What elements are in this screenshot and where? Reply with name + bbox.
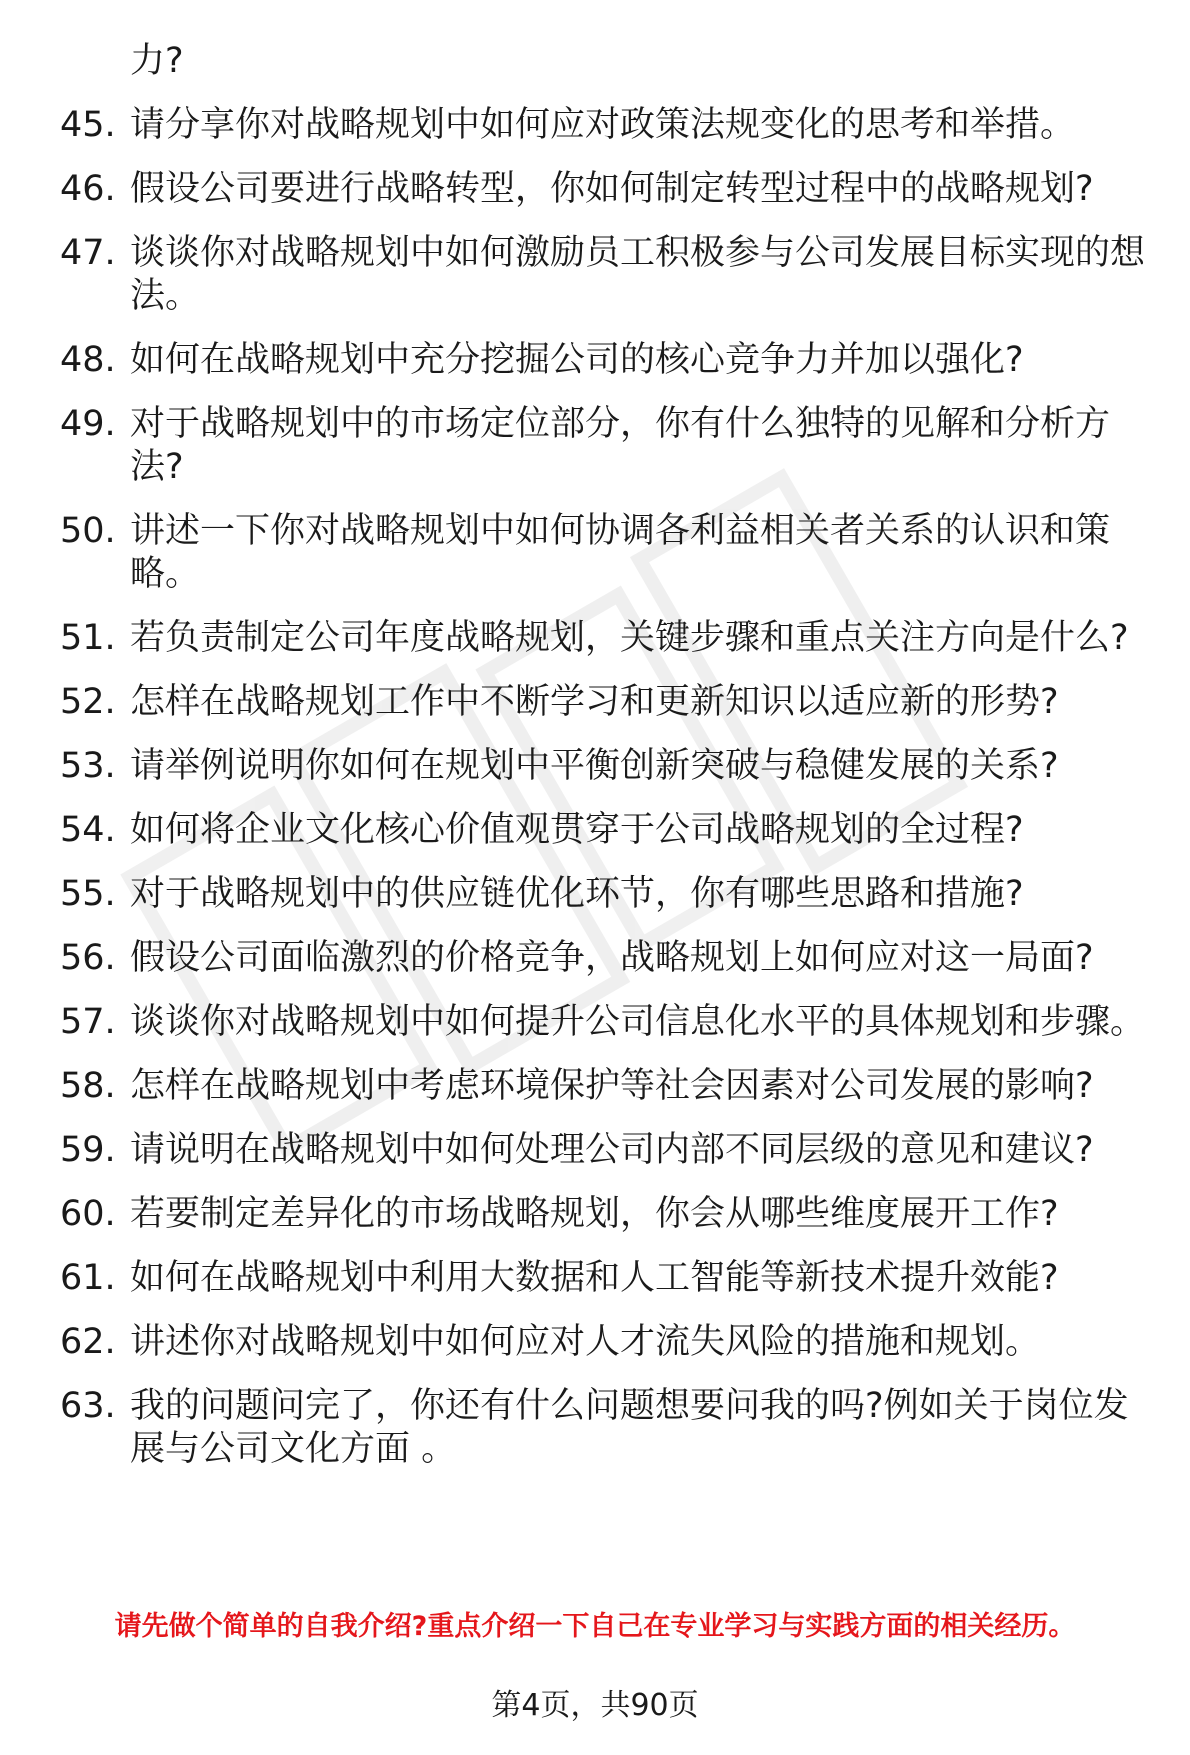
question-text: 怎样在战略规划工作中不断学习和更新知识以适应新的形势? — [130, 682, 1059, 722]
question-number: 46. — [60, 169, 116, 209]
question-number: 59. — [60, 1130, 116, 1170]
question-number: 60. — [60, 1194, 116, 1234]
question-number: 53. — [60, 746, 116, 786]
question-text: 讲述你对战略规划中如何应对人才流失风险的措施和规划。 — [130, 1322, 1041, 1362]
question-text: 假设公司面临激烈的价格竞争，战略规划上如何应对这一局面? — [130, 938, 1094, 978]
question-number: 50. — [60, 511, 116, 551]
question-number: 56. — [60, 938, 116, 978]
page-footer: 第4页，共90页 — [491, 1688, 699, 1723]
list-item — [0, 873, 1190, 916]
question-text: 请举例说明你如何在规划中平衡创新突破与稳健发展的关系? — [130, 746, 1059, 786]
question-text: 如何在战略规划中利用大数据和人工智能等新技术提升效能? — [130, 1258, 1059, 1298]
list-item — [0, 1321, 1190, 1364]
question-number: 63. — [60, 1386, 116, 1426]
question-number: 62. — [60, 1322, 116, 1362]
list-item — [0, 168, 1190, 211]
question-text: 我的问题问完了，你还有什么问题想要问我的吗?例如关于岗位发展与公司文化方面 。 — [130, 1386, 1129, 1469]
question-number: 54. — [60, 810, 116, 850]
question-number: 51. — [60, 618, 116, 658]
question-number: 45. — [60, 105, 116, 145]
question-number: 61. — [60, 1258, 116, 1298]
list-item — [0, 1257, 1190, 1300]
question-text: 力? — [130, 41, 184, 81]
list-item — [0, 1385, 1190, 1471]
question-text: 若负责制定公司年度战略规划，关键步骤和重点关注方向是什么? — [130, 618, 1129, 658]
list-item — [0, 40, 1190, 83]
question-text: 对于战略规划中的供应链优化环节，你有哪些思路和措施? — [130, 874, 1024, 914]
question-text: 谈谈你对战略规划中如何提升公司信息化水平的具体规划和步骤。 — [130, 1002, 1146, 1042]
question-text: 假设公司要进行战略转型，你如何制定转型过程中的战略规划? — [130, 169, 1094, 209]
highlight-note: 请先做个简单的自我介绍?重点介绍一下自己在专业学习与实践方面的相关经历。 — [114, 1611, 1076, 1642]
question-list — [0, 40, 1190, 1492]
question-number: 55. — [60, 874, 116, 914]
question-number: 48. — [60, 340, 116, 380]
list-item — [0, 937, 1190, 980]
question-text: 如何将企业文化核心价值观贯穿于公司战略规划的全过程? — [130, 810, 1024, 850]
list-item — [0, 1001, 1190, 1044]
list-item — [0, 809, 1190, 852]
question-text: 对于战略规划中的市场定位部分，你有什么独特的见解和分析方法? — [130, 404, 1111, 487]
question-text: 若要制定差异化的市场战略规划，你会从哪些维度展开工作? — [130, 1194, 1059, 1234]
list-item — [0, 232, 1190, 318]
list-item — [0, 1193, 1190, 1236]
question-number: 58. — [60, 1066, 116, 1106]
question-number: 47. — [60, 233, 116, 273]
list-item — [0, 745, 1190, 788]
question-text: 怎样在战略规划中考虑环境保护等社会因素对公司发展的影响? — [130, 1066, 1094, 1106]
question-number: 49. — [60, 404, 116, 444]
question-text: 谈谈你对战略规划中如何激励员工积极参与公司发展目标实现的想法。 — [130, 233, 1146, 316]
list-item — [0, 510, 1190, 596]
list-item — [0, 339, 1190, 382]
list-item — [0, 403, 1190, 489]
question-number: 57. — [60, 1002, 116, 1042]
question-text: 请说明在战略规划中如何处理公司内部不同层级的意见和建议? — [130, 1130, 1094, 1170]
question-text: 讲述一下你对战略规划中如何协调各利益相关者关系的认识和策略。 — [130, 511, 1111, 594]
list-item — [0, 617, 1190, 660]
list-item — [0, 1129, 1190, 1172]
question-number: 52. — [60, 682, 116, 722]
list-item — [0, 1065, 1190, 1108]
question-text: 如何在战略规划中充分挖掘公司的核心竞争力并加以强化? — [130, 340, 1024, 380]
list-item — [0, 104, 1190, 147]
list-item — [0, 681, 1190, 724]
question-text: 请分享你对战略规划中如何应对政策法规变化的思考和举措。 — [130, 105, 1076, 145]
